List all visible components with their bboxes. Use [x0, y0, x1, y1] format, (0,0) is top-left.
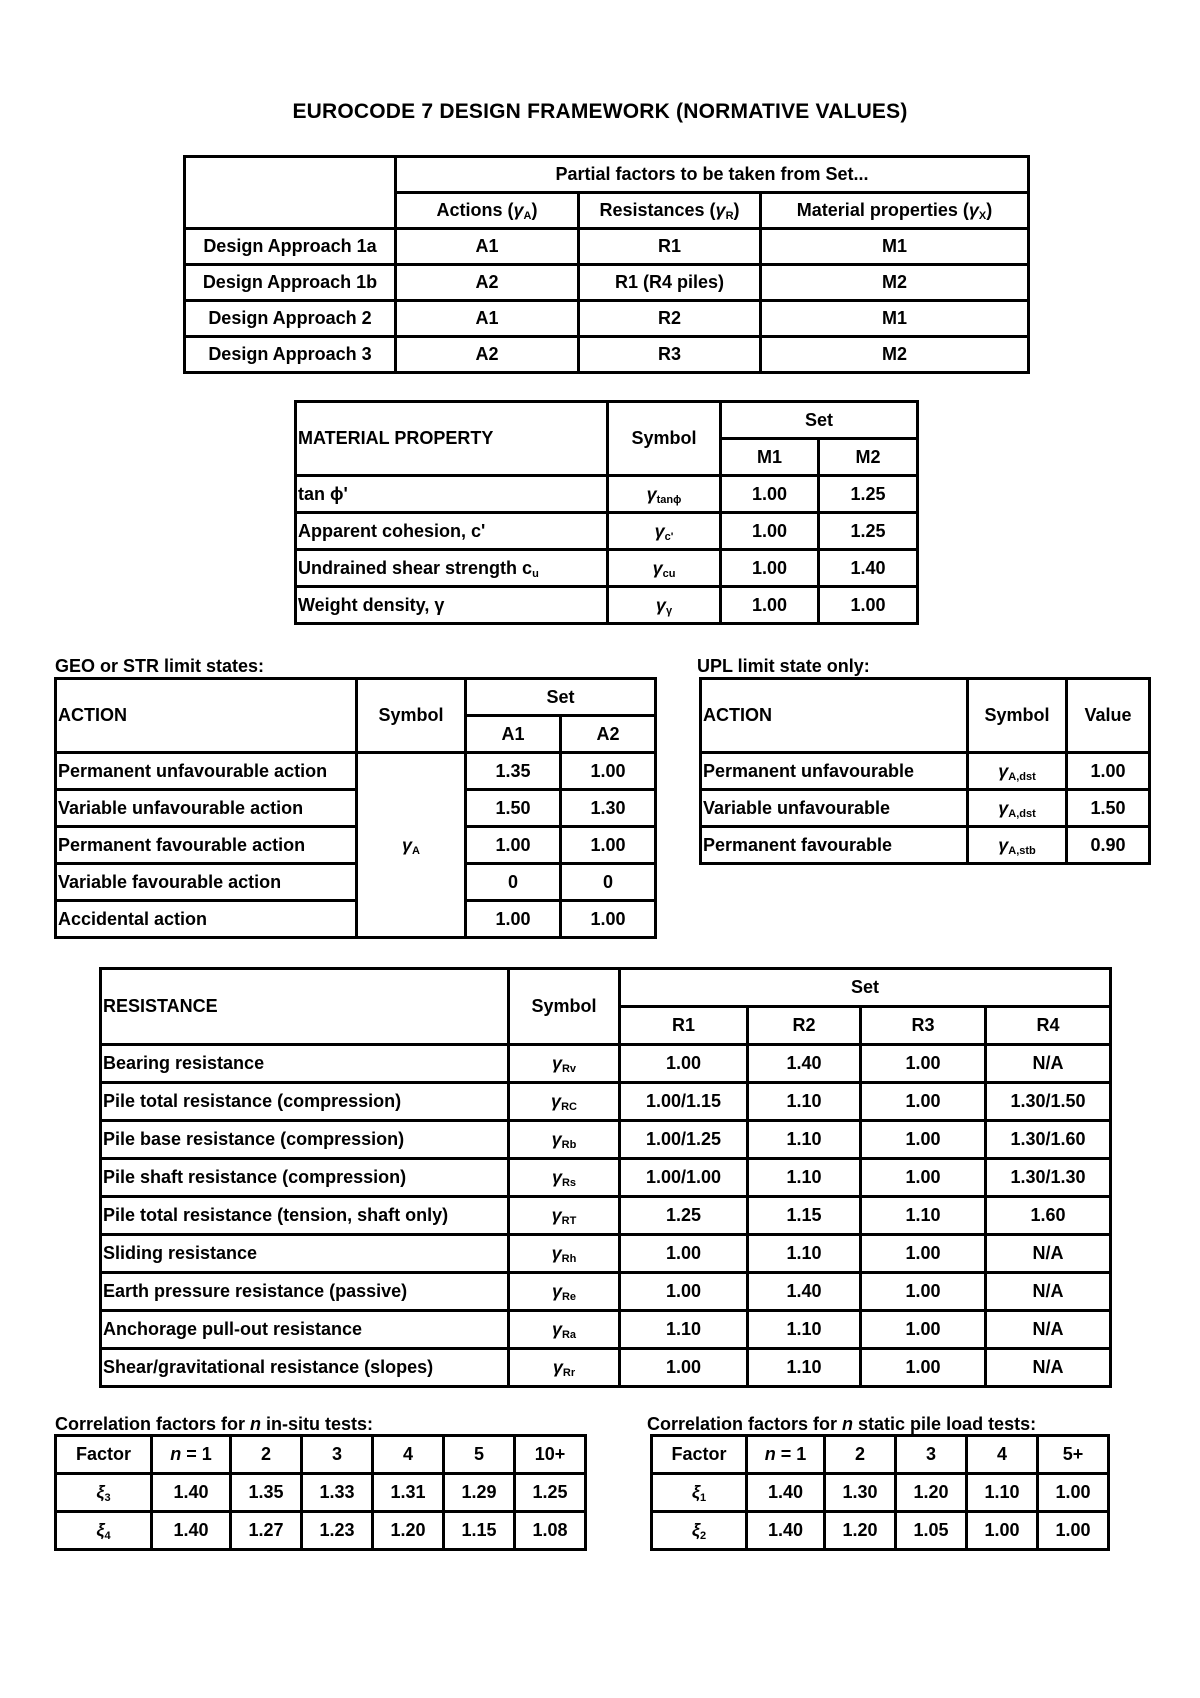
table-row	[185, 301, 1029, 337]
action-header: ACTION	[56, 679, 357, 753]
r1-value: 1.00/1.00	[620, 1159, 748, 1197]
factor-value: 1.05	[896, 1512, 967, 1550]
actions-set: A2	[396, 337, 579, 373]
r1-value: 1.00	[620, 1349, 748, 1387]
r2-value: 1.10	[748, 1349, 861, 1387]
a2-value: 1.30	[561, 790, 656, 827]
count-header: 5	[444, 1436, 515, 1474]
set-header: Set	[721, 402, 918, 439]
factor-value: 1.30	[825, 1474, 896, 1512]
material-property-table	[294, 400, 919, 625]
table-row	[56, 827, 656, 864]
table-row	[101, 1235, 1111, 1273]
factor-value: 1.00	[1038, 1512, 1109, 1550]
upl-action-table	[699, 677, 1151, 865]
set-r3-header: R3	[861, 1007, 986, 1045]
set-m1-header: M1	[721, 439, 819, 476]
action-name: Accidental action	[56, 901, 357, 938]
r1-value: 1.00	[620, 1273, 748, 1311]
factor-symbol: $\xi_3$	[56, 1474, 152, 1512]
page-title: EUROCODE 7 DESIGN FRAMEWORK (NORMATIVE VALUES)	[292, 100, 908, 123]
resistance-table	[99, 967, 1112, 1388]
symbol-cell: $\gamma_{Rr}$	[509, 1349, 620, 1387]
r3-value: 1.00	[861, 1235, 986, 1273]
corner-cell	[185, 157, 396, 229]
value-cell: 1.00	[1067, 753, 1150, 790]
table-row	[56, 1474, 586, 1512]
action-name: Permanent favourable action	[56, 827, 357, 864]
factor-value: 1.20	[825, 1512, 896, 1550]
count-header: 2	[825, 1436, 896, 1474]
symbol-cell: $\gamma_{c'}$	[608, 513, 721, 550]
actions-set: A2	[396, 265, 579, 301]
count-header: 2	[231, 1436, 302, 1474]
a2-value: 1.00	[561, 827, 656, 864]
factor-value: 1.40	[747, 1512, 825, 1550]
r4-value: N/A	[986, 1349, 1111, 1387]
table-row	[101, 1349, 1111, 1387]
count-header: 3	[302, 1436, 373, 1474]
resistance-name: Pile total resistance (tension, shaft only)	[101, 1197, 509, 1235]
count-header: 4	[967, 1436, 1038, 1474]
materials-set: M2	[761, 337, 1029, 373]
count-header: n = 1	[152, 1436, 231, 1474]
set-a2-header: A2	[561, 716, 656, 753]
r3-value: 1.00	[861, 1311, 986, 1349]
symbol-header: Symbol	[357, 679, 466, 753]
a1-value: 1.00	[466, 827, 561, 864]
materials-set: M2	[761, 265, 1029, 301]
r3-value: 1.00	[861, 1121, 986, 1159]
m1-value: 1.00	[721, 513, 819, 550]
action-name: Permanent unfavourable	[701, 753, 968, 790]
resistance-name: Pile shaft resistance (compression)	[101, 1159, 509, 1197]
table-row	[101, 1083, 1111, 1121]
r4-value: N/A	[986, 1045, 1111, 1083]
r3-value: 1.00	[861, 1083, 986, 1121]
table-row	[101, 1121, 1111, 1159]
symbol-header: Symbol	[608, 402, 721, 476]
factor-symbol: $\xi_4$	[56, 1512, 152, 1550]
m2-value: 1.00	[819, 587, 918, 624]
factor-value: 1.35	[231, 1474, 302, 1512]
table-row	[701, 790, 1150, 827]
r3-value: 1.10	[861, 1197, 986, 1235]
symbol-cell: $\gamma_{Rb}$	[509, 1121, 620, 1159]
resistance-name: Pile base resistance (compression)	[101, 1121, 509, 1159]
symbol-cell: $\gamma_\gamma$	[608, 587, 721, 624]
table-row	[101, 1197, 1111, 1235]
property-name: Weight density, γ	[296, 587, 608, 624]
table-row	[101, 1311, 1111, 1349]
table-row	[701, 827, 1150, 864]
symbol-cell: $\gamma_{Rh}$	[509, 1235, 620, 1273]
property-name: Apparent cohesion, c'	[296, 513, 608, 550]
factor-header: Factor	[652, 1436, 747, 1474]
m2-value: 1.25	[819, 513, 918, 550]
resistance-name: Shear/gravitational resistance (slopes)	[101, 1349, 509, 1387]
insitu-caption: Correlation factors for n in-situ tests:	[55, 1414, 374, 1434]
m1-value: 1.00	[721, 587, 819, 624]
actions-set: A1	[396, 229, 579, 265]
m1-value: 1.00	[721, 476, 819, 513]
factor-value: 1.20	[896, 1474, 967, 1512]
r2-value: 1.10	[748, 1235, 861, 1273]
factor-value: 1.23	[302, 1512, 373, 1550]
factor-value: 1.08	[515, 1512, 586, 1550]
factor-value: 1.27	[231, 1512, 302, 1550]
symbol-cell: $\gamma_{A,stb}$	[968, 827, 1067, 864]
r4-value: 1.60	[986, 1197, 1111, 1235]
a2-value: 0	[561, 864, 656, 901]
factor-value: 1.33	[302, 1474, 373, 1512]
action-header: ACTION	[701, 679, 968, 753]
resistances-set: R1 (R4 piles)	[579, 265, 761, 301]
table-row	[296, 550, 918, 587]
value-cell: 1.50	[1067, 790, 1150, 827]
table-row	[185, 337, 1029, 373]
count-header: 3	[896, 1436, 967, 1474]
resistance-name: Anchorage pull-out resistance	[101, 1311, 509, 1349]
table-row	[296, 587, 918, 624]
table-row	[652, 1512, 1109, 1550]
factor-value: 1.31	[373, 1474, 444, 1512]
resistances-set: R2	[579, 301, 761, 337]
factor-value: 1.00	[967, 1512, 1038, 1550]
table-row	[185, 229, 1029, 265]
symbol-header: Symbol	[509, 969, 620, 1045]
material-properties-header: Material properties $(\gamma_X)$	[761, 193, 1029, 229]
resistances-set: R3	[579, 337, 761, 373]
resistance-name: Pile total resistance (compression)	[101, 1083, 509, 1121]
set-header: Set	[620, 969, 1111, 1007]
symbol-cell: $\gamma_{Re}$	[509, 1273, 620, 1311]
r3-value: 1.00	[861, 1273, 986, 1311]
value-header: Value	[1067, 679, 1150, 753]
factor-symbol: $\xi_1$	[652, 1474, 747, 1512]
materials-set: M1	[761, 229, 1029, 265]
symbol-cell: $\gamma_{tan\phi}$	[608, 476, 721, 513]
a1-value: 1.50	[466, 790, 561, 827]
m1-value: 1.00	[721, 550, 819, 587]
set-r4-header: R4	[986, 1007, 1111, 1045]
factor-symbol: $\xi_2$	[652, 1512, 747, 1550]
symbol-cell: $\gamma_{Ra}$	[509, 1311, 620, 1349]
action-name: Variable unfavourable	[701, 790, 968, 827]
partial-factors-header: Partial factors to be taken from Set...	[396, 157, 1029, 193]
action-name: Permanent unfavourable action	[56, 753, 357, 790]
symbol-cell: $\gamma_{A,dst}$	[968, 790, 1067, 827]
materials-set: M1	[761, 301, 1029, 337]
r4-value: 1.30/1.50	[986, 1083, 1111, 1121]
resistance-name: Bearing resistance	[101, 1045, 509, 1083]
table-row	[701, 753, 1150, 790]
table-row	[56, 790, 656, 827]
r2-value: 1.10	[748, 1159, 861, 1197]
factor-value: 1.40	[747, 1474, 825, 1512]
value-cell: 0.90	[1067, 827, 1150, 864]
table-row	[56, 753, 656, 790]
factor-value: 1.20	[373, 1512, 444, 1550]
a1-value: 1.00	[466, 901, 561, 938]
table-row	[296, 513, 918, 550]
r1-value: 1.25	[620, 1197, 748, 1235]
r3-value: 1.00	[861, 1349, 986, 1387]
factor-header: Factor	[56, 1436, 152, 1474]
pile-correlation-table	[650, 1434, 1110, 1551]
design-approach-table	[183, 155, 1030, 374]
a1-value: 1.35	[466, 753, 561, 790]
count-header: 5+	[1038, 1436, 1109, 1474]
action-name: Variable favourable action	[56, 864, 357, 901]
geo-action-table	[54, 677, 657, 939]
table-row	[101, 1045, 1111, 1083]
resistances-header: Resistances $(\gamma_R)$	[579, 193, 761, 229]
r2-value: 1.10	[748, 1311, 861, 1349]
property-name: Undrained shear strength $c_u$	[296, 550, 608, 587]
symbol-cell: $\gamma_{A,dst}$	[968, 753, 1067, 790]
factor-value: 1.10	[967, 1474, 1038, 1512]
r4-value: N/A	[986, 1311, 1111, 1349]
r1-value: 1.10	[620, 1311, 748, 1349]
set-header: Set	[466, 679, 656, 716]
r4-value: N/A	[986, 1273, 1111, 1311]
resistance-name: Earth pressure resistance (passive)	[101, 1273, 509, 1311]
symbol-cell: $\gamma_{RT}$	[509, 1197, 620, 1235]
symbol-cell: $\gamma_{Rs}$	[509, 1159, 620, 1197]
count-header: 10+	[515, 1436, 586, 1474]
pile-caption: Correlation factors for n static pile load tests:	[647, 1414, 1037, 1434]
r3-value: 1.00	[861, 1045, 986, 1083]
factor-value: 1.40	[152, 1512, 231, 1550]
set-r1-header: R1	[620, 1007, 748, 1045]
r2-value: 1.40	[748, 1273, 861, 1311]
geo-caption: GEO or STR limit states:	[55, 656, 265, 676]
table-row	[56, 1512, 586, 1550]
factor-value: 1.40	[152, 1474, 231, 1512]
property-name: tan ϕ'	[296, 476, 608, 513]
factor-value: 1.25	[515, 1474, 586, 1512]
resistance-header: RESISTANCE	[101, 969, 509, 1045]
set-r2-header: R2	[748, 1007, 861, 1045]
r3-value: 1.00	[861, 1159, 986, 1197]
table-row	[652, 1474, 1109, 1512]
r2-value: 1.15	[748, 1197, 861, 1235]
symbol-header: Symbol	[968, 679, 1067, 753]
table-row	[185, 265, 1029, 301]
set-m2-header: M2	[819, 439, 918, 476]
insitu-correlation-table	[54, 1434, 587, 1551]
r1-value: 1.00	[620, 1045, 748, 1083]
approach-name: Design Approach 2	[185, 301, 396, 337]
approach-name: Design Approach 1b	[185, 265, 396, 301]
r1-value: 1.00	[620, 1235, 748, 1273]
table-row	[101, 1159, 1111, 1197]
table-row	[101, 1273, 1111, 1311]
m2-value: 1.40	[819, 550, 918, 587]
r2-value: 1.40	[748, 1045, 861, 1083]
factor-value: 1.29	[444, 1474, 515, 1512]
r2-value: 1.10	[748, 1083, 861, 1121]
r4-value: 1.30/1.60	[986, 1121, 1111, 1159]
resistances-set: R1	[579, 229, 761, 265]
symbol-cell: $\gamma_A$	[357, 753, 466, 938]
table-row	[296, 476, 918, 513]
actions-header: Actions $(\gamma_A)$	[396, 193, 579, 229]
factor-value: 1.00	[1038, 1474, 1109, 1512]
r4-value: N/A	[986, 1235, 1111, 1273]
a2-value: 1.00	[561, 753, 656, 790]
symbol-cell: $\gamma_{cu}$	[608, 550, 721, 587]
action-name: Variable unfavourable action	[56, 790, 357, 827]
symbol-cell: $\gamma_{RC}$	[509, 1083, 620, 1121]
a2-value: 1.00	[561, 901, 656, 938]
action-name: Permanent favourable	[701, 827, 968, 864]
set-a1-header: A1	[466, 716, 561, 753]
r4-value: 1.30/1.30	[986, 1159, 1111, 1197]
count-header: n = 1	[747, 1436, 825, 1474]
approach-name: Design Approach 1a	[185, 229, 396, 265]
m2-value: 1.25	[819, 476, 918, 513]
count-header: 4	[373, 1436, 444, 1474]
upl-caption: UPL limit state only:	[697, 656, 870, 676]
a1-value: 0	[466, 864, 561, 901]
table-row	[56, 901, 656, 938]
approach-name: Design Approach 3	[185, 337, 396, 373]
r1-value: 1.00/1.25	[620, 1121, 748, 1159]
factor-value: 1.15	[444, 1512, 515, 1550]
material-property-header: MATERIAL PROPERTY	[296, 402, 608, 476]
symbol-cell: $\gamma_{Rv}$	[509, 1045, 620, 1083]
r2-value: 1.10	[748, 1121, 861, 1159]
resistance-name: Sliding resistance	[101, 1235, 509, 1273]
table-row	[56, 864, 656, 901]
r1-value: 1.00/1.15	[620, 1083, 748, 1121]
actions-set: A1	[396, 301, 579, 337]
